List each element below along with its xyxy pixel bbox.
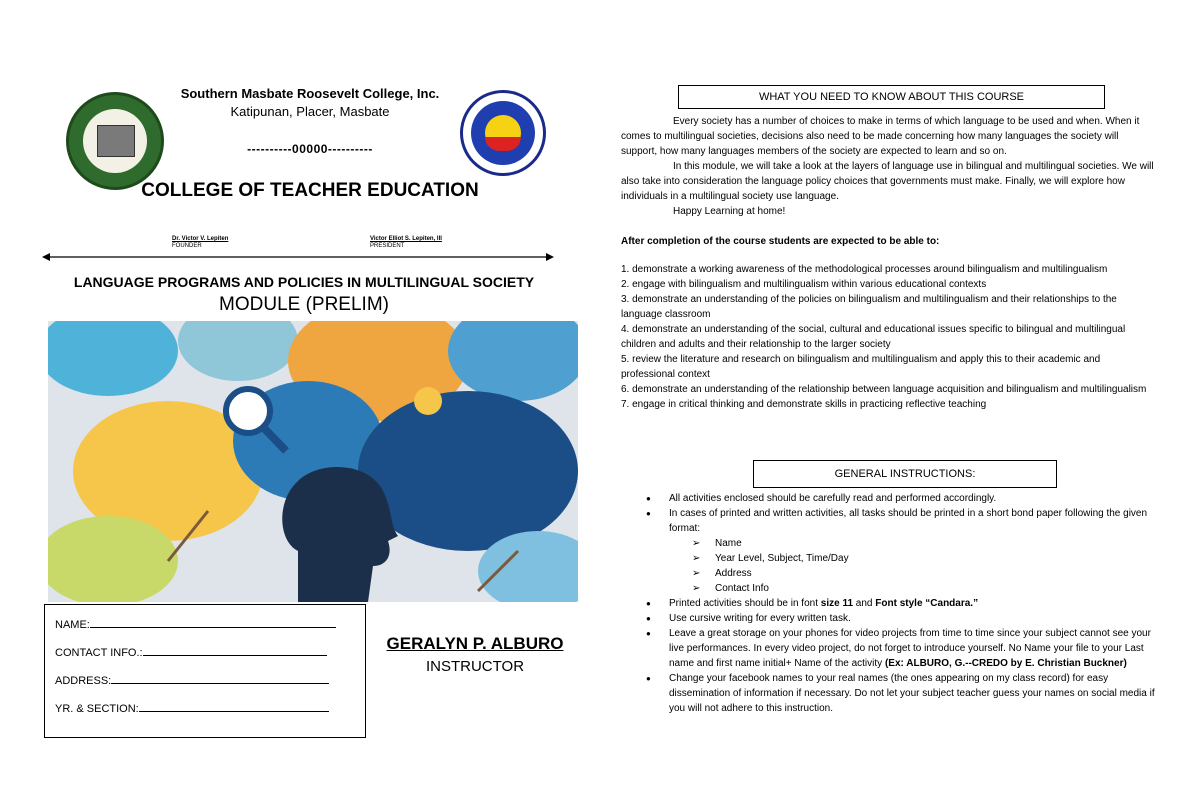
school-name: Southern Masbate Roosevelt College, Inc. xyxy=(180,86,440,101)
format-text: Name xyxy=(715,538,742,549)
format-item xyxy=(640,536,1160,551)
intro-paragraph xyxy=(621,114,1156,159)
instruction-item xyxy=(640,611,1160,626)
intro-paragraph xyxy=(621,204,1156,219)
instruction-item xyxy=(640,626,1160,671)
instruction-item xyxy=(640,671,1160,716)
signatory-role: PRESIDENT xyxy=(370,243,405,249)
outcome-item: 4. demonstrate an understanding of the social, cultural and educational issues specific to bilingual and multilingual children and adults and their relationship to the larger society xyxy=(621,324,1126,350)
signatory-president xyxy=(370,236,442,250)
arrow-bullet-icon: ➢ xyxy=(692,583,701,594)
intro-text-3: Happy Learning at home! xyxy=(673,206,786,217)
bullet-icon: ● xyxy=(646,599,651,608)
bullet-icon: ● xyxy=(646,629,651,638)
yr-section-label: YR. & SECTION: xyxy=(55,703,139,715)
module-subtitle: MODULE (PRELIM) xyxy=(219,294,389,315)
bullet-icon: ● xyxy=(646,614,651,623)
school-seal-logo xyxy=(66,92,164,190)
bullet-icon: ● xyxy=(646,509,651,518)
course-intro xyxy=(621,114,1156,219)
instructions-list xyxy=(640,491,1160,716)
ornament-divider: ----------00000---------- xyxy=(247,142,373,156)
outcome-item: 1. demonstrate a working awareness of the methodological processes around bilingualism and multilingualism xyxy=(621,264,1108,275)
signatory-name: Dr. Victor V. Lepiten xyxy=(172,236,229,242)
instruction-text: Use cursive writing for every written task. xyxy=(669,613,851,624)
arrow-bullet-icon: ➢ xyxy=(692,553,701,564)
instruction-bold-text: size 11 xyxy=(820,598,854,609)
contact-field[interactable] xyxy=(55,645,327,659)
outcome-item: 7. engage in critical thinking and demonstrate skills in practicing reflective teaching xyxy=(621,399,987,410)
instructor-title: INSTRUCTOR xyxy=(425,658,525,675)
expected-outcomes-heading: After completion of the course students are expected to be able to: xyxy=(621,236,940,247)
double-arrow-line xyxy=(42,252,554,262)
instruction-bold-text: Font style “Candara.” xyxy=(875,598,979,609)
instruction-bold-text: (Ex: ALBURO, G.--CREDO by E. Christian Buckner) xyxy=(884,658,1127,669)
address-field[interactable] xyxy=(55,673,329,687)
instruction-text: Leave a great storage on your phones for video projects from time to time since your subject cannot see your live performances. In every video project, do not forget to introduce yourself. No Name your file to your Last name and first name initial+ Name of the activity xyxy=(669,628,1151,669)
yr-section-field[interactable] xyxy=(55,701,329,715)
signatory-name: Victor Elliot S. Lepiten, III xyxy=(370,236,442,242)
format-text: Contact Info xyxy=(715,583,769,594)
format-item xyxy=(640,566,1160,581)
instruction-text: Printed activities should be in font xyxy=(669,598,821,609)
intro-paragraph xyxy=(621,159,1156,204)
outcome-item: 6. demonstrate an understanding of the relationship between language acquisition and bilingualism and multilingualism xyxy=(621,384,1147,395)
ched-seal-logo xyxy=(460,90,546,176)
school-address: Katipunan, Placer, Masbate xyxy=(230,104,390,119)
signatory-role: FOUNDER xyxy=(172,243,202,249)
outcomes-list xyxy=(621,262,1156,412)
format-item xyxy=(640,581,1160,596)
yr-section-blank-line[interactable] xyxy=(139,701,329,712)
instruction-text: All activities enclosed should be carefully read and performed accordingly. xyxy=(669,493,997,504)
outcome-item: 2. engage with bilingualism and multilingualism within various educational contexts xyxy=(621,279,987,290)
instruction-item xyxy=(640,491,1160,506)
address-blank-line[interactable] xyxy=(111,673,329,684)
instruction-text: Change your facebook names to your real names (the ones appearing on my class record) for easy dissemination of information if necessary. Do not let your subject teacher guess your names on social media if you will not adhere to this instruction. xyxy=(669,673,1155,714)
contact-label: CONTACT INFO.: xyxy=(55,647,143,659)
bullet-icon: ● xyxy=(646,494,651,503)
name-label: NAME: xyxy=(55,619,90,631)
instructor-name: GERALYN P. ALBURO xyxy=(386,634,564,653)
instruction-item xyxy=(640,506,1160,536)
student-info-box xyxy=(44,604,366,738)
contact-blank-line[interactable] xyxy=(143,645,327,656)
outcome-item: 3. demonstrate an understanding of the policies on bilingualism and multilingualism and their relationships to the language classroom xyxy=(621,294,1117,320)
module-title: LANGUAGE PROGRAMS AND POLICIES IN MULTILINGUAL SOCIETY xyxy=(73,274,535,290)
arrow-bullet-icon: ➢ xyxy=(692,568,701,579)
section-heading-know: WHAT YOU NEED TO KNOW ABOUT THIS COURSE xyxy=(678,85,1105,109)
intro-text-2: In this module, we will take a look at the layers of language use in bilingual and multilingual societies. We will also take into consideration the language policy choices that governments must make. Finally, we will explore how individuals in a multilingual society use language. xyxy=(621,161,1154,202)
instruction-text: and xyxy=(853,598,876,609)
college-name: COLLEGE OF TEACHER EDUCATION xyxy=(141,180,479,201)
bullet-icon: ● xyxy=(646,674,651,683)
address-label: ADDRESS: xyxy=(55,675,112,687)
format-text: Year Level, Subject, Time/Day xyxy=(715,553,849,564)
instruction-item xyxy=(640,596,1160,611)
arrow-bullet-icon: ➢ xyxy=(692,538,701,549)
name-blank-line[interactable] xyxy=(90,617,336,628)
outcome-item: 5. review the literature and research on bilingualism and multilingualism and apply this to their academic and professional context xyxy=(621,354,1101,380)
name-field[interactable] xyxy=(55,617,336,631)
section-heading-general-instructions: GENERAL INSTRUCTIONS: xyxy=(753,460,1057,488)
signatory-founder xyxy=(172,236,228,250)
format-text: Address xyxy=(715,568,752,579)
course-info-page xyxy=(600,0,1200,785)
instruction-text: In cases of printed and written activities, all tasks should be printed in a short bond paper following the given format: xyxy=(669,508,1148,534)
intro-text-1: Every society has a number of choices to make in terms of which language to be used and when. When it comes to multilingual societies, decisions also need to be made concerning how many languages the society will support, how many languages members of the society are expected to learn and so on. xyxy=(621,116,1140,157)
cover-illustration xyxy=(48,321,578,602)
format-item xyxy=(640,551,1160,566)
